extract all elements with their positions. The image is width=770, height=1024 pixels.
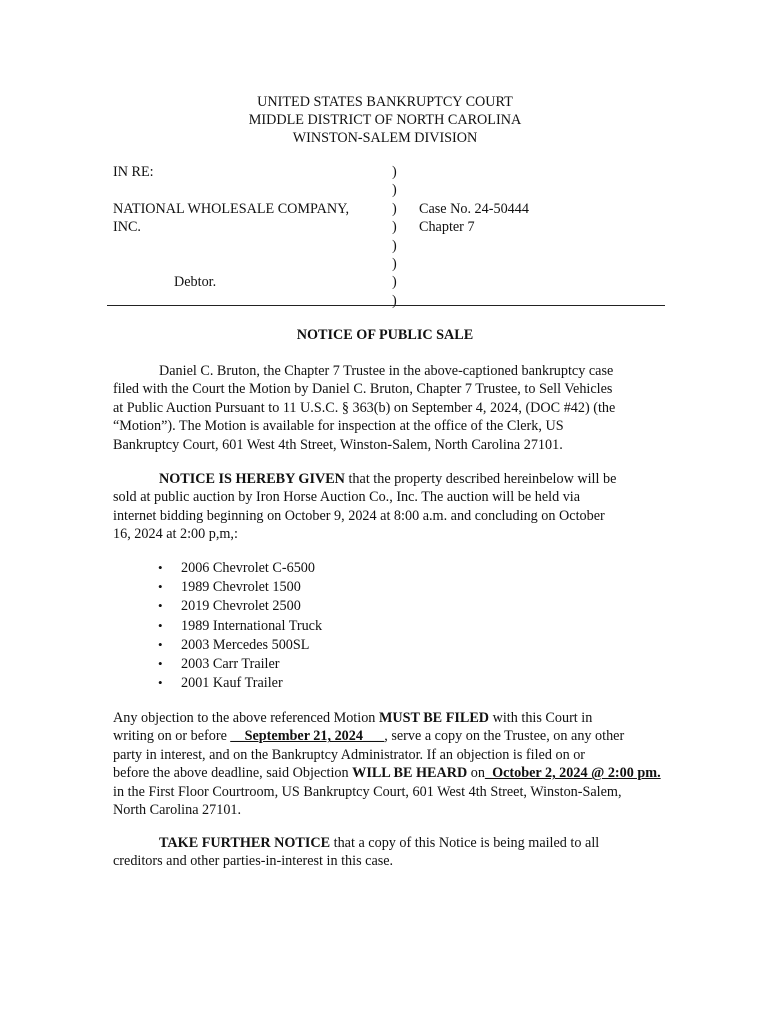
case-chapter: Chapter 7 — [419, 219, 475, 236]
p4-line2: creditors and other parties-in-interest in this case. — [113, 853, 394, 870]
debtor-name-line1: NATIONAL WHOLESALE COMPANY, — [113, 201, 350, 217]
p3-line3: party in interest, and on the Bankruptcy Administrator. If an objection is filed on or — [113, 746, 586, 763]
list-item: • 2003 Mercedes 500SL — [158, 636, 310, 653]
p2-line1: that the property described hereinbelow will be — [344, 471, 617, 487]
case-caption — [113, 163, 665, 308]
paragraph-notice-given — [113, 470, 658, 544]
will-be-heard: WILL BE HEARD — [352, 765, 468, 782]
caption-paren: ) — [392, 182, 397, 199]
caption-paren: ) — [392, 200, 397, 217]
paragraph-objection: Any objection to the above referenced Motion MUST BE FILED with this Court in writing on or before __September 21, 2024___, serve a copy on the Trustee, on any other party in interest, and on the Bankruptcy Administrator. If an objection is filed on or before the above deadline, said Objection WILL BE HEARD on_October 2, 2024 @ 2:00 pm. in the First Floor Courtroom, US Bankruptcy Court, 601 West 4th Street, Winston-Salem, North Carolina 27101. — [113, 710, 661, 818]
caption-divider — [107, 305, 665, 306]
list-item: • 2003 Carr Trailer — [158, 655, 280, 672]
debtor-label: Debtor. — [174, 274, 217, 290]
p3-line6: North Carolina 27101. — [113, 801, 242, 818]
bullet-icon: • — [158, 598, 163, 614]
list-item: • 1989 International Truck — [158, 617, 323, 634]
p1-line5: Bankruptcy Court, 601 West 4th Street, Winston-Salem, North Carolina 27101. — [113, 436, 563, 453]
caption-paren-column — [392, 163, 402, 310]
p2-line2: sold at public auction by Iron Horse Auction Co., Inc. The auction will be held via — [113, 489, 581, 506]
caption-paren: ) — [392, 255, 397, 272]
p4-line1: that a copy of this Notice is being mailed to all — [330, 835, 600, 851]
bullet-icon: • — [158, 675, 163, 691]
notice-title: NOTICE OF PUBLIC SALE — [296, 327, 474, 343]
p1-line2: filed with the Court the Motion by Daniel C. Bruton, Chapter 7 Trustee, to Sell Vehicles — [113, 381, 613, 398]
caption-paren: ) — [392, 219, 397, 236]
list-item: • 2001 Kauf Trailer — [158, 675, 283, 692]
court-name: UNITED STATES BANKRUPTCY COURT — [257, 94, 513, 110]
objection-deadline: __September 21, 2024___ — [230, 728, 385, 745]
p1-line1: Daniel C. Bruton, the Chapter 7 Trustee in the above-captioned bankruptcy case — [159, 363, 614, 379]
caption-paren: ) — [392, 164, 397, 180]
case-info — [419, 200, 529, 237]
case-number: Case No. 24-50444 — [419, 201, 529, 217]
vehicle-list — [158, 559, 322, 693]
caption-paren: ) — [392, 274, 397, 291]
court-header — [0, 93, 770, 147]
paragraph-further-notice — [113, 834, 658, 871]
debtor-name-line2: INC. — [113, 219, 141, 236]
p2-line4: 16, 2024 at 2:00 p,m,: — [113, 526, 238, 543]
court-district: MIDDLE DISTRICT OF NORTH CAROLINA — [248, 112, 522, 128]
hearing-date: _October 2, 2024 @ 2:00 pm. — [484, 765, 661, 782]
court-division: WINSTON-SALEM DIVISION — [292, 130, 478, 146]
debtor-name — [113, 200, 383, 237]
bullet-icon: • — [158, 617, 163, 633]
p4-bold-lead: TAKE FURTHER NOTICE — [159, 835, 331, 851]
list-item: • 2019 Chevrolet 2500 — [158, 598, 301, 615]
bullet-icon: • — [158, 579, 163, 595]
bullet-icon: • — [158, 655, 163, 671]
bullet-icon: • — [158, 636, 163, 652]
p3-line5: in the First Floor Courtroom, US Bankruptcy Court, 601 West 4th Street, Winston-Salem, — [113, 783, 622, 800]
bullet-icon: • — [158, 560, 163, 575]
caption-paren: ) — [392, 292, 397, 309]
must-be-filed: MUST BE FILED — [378, 710, 490, 726]
caption-paren: ) — [392, 237, 397, 254]
list-item: • 2006 Chevrolet C-6500 — [158, 560, 315, 576]
p2-line3: internet bidding beginning on October 9, 2024 at 8:00 a.m. and concluding on October — [113, 507, 605, 524]
p2-bold-lead: NOTICE IS HEREBY GIVEN — [159, 471, 345, 487]
list-item: • 1989 Chevrolet 1500 — [158, 579, 301, 596]
in-re-label: IN RE: — [113, 164, 154, 180]
paragraph-motion — [113, 362, 658, 454]
p1-line4: “Motion”). The Motion is available for inspection at the office of the Clerk, US — [113, 418, 564, 435]
p1-line3: at Public Auction Pursuant to 11 U.S.C. § 363(b) on September 4, 2024, (DOC #42) (the — [113, 399, 616, 416]
